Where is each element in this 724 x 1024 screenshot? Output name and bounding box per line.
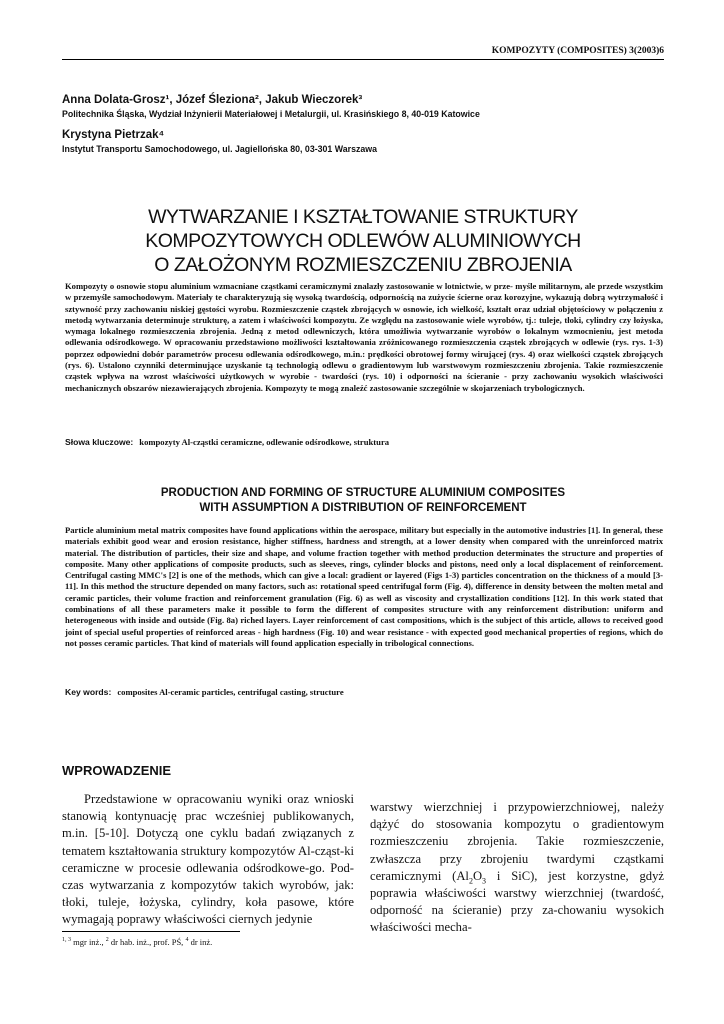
title-polish bbox=[62, 205, 664, 277]
author-affiliation-group1: Politechnika Śląska, Wydział Inżynierii Materiałowej i Metalurgii, ul. Krasińskiego 8, 40-019 Katowice bbox=[62, 109, 480, 119]
author-names-group1: Anna Dolata-Grosz¹, Józef Śleziona², Jakub Wieczorek³ bbox=[62, 94, 363, 106]
footnote-text-1: mgr inż., bbox=[71, 937, 106, 947]
abstract-english: Particle aluminium metal matrix composites have found applications within the aerospace, military but especially in the automotive industries [1]. In general, these materials exhibit good wear and erosion resistance, higher stiffness, hardness and strength, at a lower density when compared with the unreinforced matrix material. The distribution of particles, their size and shape, and volume fraction together with method production determinates the structure and properties of composite. Many other applications of composite products, such as sleeves, rings, cylinder blocks and pistons, need only a local displacement of reinforcement. Centrifugal casting MMC's [2] is one of the methods, which can give a local: gradient or layered (Figs 1-3) particles concentration on the thickness of a mould [3-11]. In this method the structure depended on many factors, such as: rotational speed centrifugal form (Fig. 4), difference in density between the molten metal and ceramic particles, their volume fraction and reinforcement granulation (Fig. 6) as well as viscosity and crystallization conditions [12]. In this work stated that combinations of all these parameters make it possible to form the different of composites structure with any reinforcement distribution: uniform and heterogeneous with inside and outside (Fig. 8a) riched layers. Layer reinforcement of cast compositions, which is the subject of this article, allows to received good joint of special useful properties of reinforced areas - high hardness (Fig. 10) and wear resistance - with expected good mechanical properties of regions, which do not posses ceramic particles. That kind of materials will found application especially in tribological connections. bbox=[65, 525, 663, 648]
title-polish-line2: KOMPOZYTOWYCH ODLEWÓW ALUMINIOWYCH bbox=[145, 230, 581, 252]
body-column-right bbox=[370, 799, 664, 937]
keywords-polish-label: Słowa kluczowe: bbox=[65, 437, 134, 447]
body-column-left: Przedstawione w opracowaniu wyniki oraz wnioski stanowią kontynuację prac wcześniej publikowanych, m.in. [5-10]. Dotyczą one cyklu badań związanych z tematem kształtowania struktury kompozytów Al-cząst-ki ceramiczne w procesie odlewania odśrodkowe-go. Pod-czas wytwarzania z kompozytów takich wyrobów, jak: tłoki, tuleje, łożyska, cylindry, koła pasowe, które wymagają poprawy właściwości ciernych jedynie bbox=[62, 792, 354, 927]
author-affiliation-group2: Instytut Transportu Samochodowego, ul. Jagiellońska 80, 03-301 Warszawa bbox=[62, 144, 377, 154]
footnote-marker-3: 4 bbox=[185, 937, 189, 944]
body-right-text-3: i SiC), jest korzystne, gdyż poprawia właściwości warstwy wierzchniej (twardość, odporność na ścieranie) przy za-chowaniu wysokich właściwości mecha- bbox=[370, 868, 664, 935]
formula-subscript-3: 3 bbox=[482, 876, 487, 886]
footnote-divider bbox=[62, 931, 240, 932]
footnote-marker-2: 2 bbox=[105, 937, 109, 944]
title-english bbox=[62, 486, 664, 516]
title-polish-line1: WYTWARZANIE I KSZTAŁTOWANIE STRUKTURY bbox=[148, 206, 578, 228]
keywords-english bbox=[65, 687, 663, 697]
title-english-line1: PRODUCTION AND FORMING OF STRUCTURE ALUMINIUM COMPOSITES bbox=[160, 487, 566, 499]
running-header: KOMPOZYTY (COMPOSITES) 3(2003)6 bbox=[62, 46, 664, 60]
keywords-polish-text: kompozyty Al-cząstki ceramiczne, odlewanie odśrodkowe, struktura bbox=[139, 437, 390, 447]
footnote-marker-1: 1, 3 bbox=[62, 937, 71, 944]
footnote bbox=[62, 937, 212, 947]
body-right-text-2: O bbox=[472, 868, 483, 883]
title-polish-line3: O ZAŁOŻONYM ROZMIESZCZENIU ZBROJENIA bbox=[154, 254, 572, 276]
section-heading-introduction: WPROWADZENIE bbox=[62, 763, 172, 778]
author-names-group2: Krystyna Pietrzak⁴ bbox=[62, 129, 165, 141]
keywords-english-label: Key words: bbox=[65, 687, 112, 697]
title-english-line2: WITH ASSUMPTION A DISTRIBUTION OF REINFORCEMENT bbox=[199, 502, 527, 514]
footnote-text-3: dr inż. bbox=[188, 937, 213, 947]
footnote-text-2: dr hab. inż., prof. PŚ, bbox=[108, 937, 186, 947]
keywords-polish bbox=[65, 437, 663, 447]
keywords-english-text: composites Al-ceramic particles, centrifugal casting, structure bbox=[117, 687, 344, 697]
formula-subscript-2: 2 bbox=[468, 876, 473, 886]
abstract-polish: Kompozyty o osnowie stopu aluminium wzmacniane cząstkami ceramicznymi znalazły zastosowanie w lotnictwie, w prze- myśle militarnym, ale przede wszystkim w przemyśle samochodowym. Materiały te charakteryzują się wysoką twardością, odpornością na zużycie ścierne oraz korozyjne, wykazują dobrą wytrzymałość i sztywność przy zachowaniu niskiej gęstości wyrobu. Rozmieszczenie cząstek zbrojących w osnowie, ich wielkość, kształt oraz udział objętościowy w połączeniu z metodą wytwarzania determinuje strukturę, a zatem i właściwości kompozytu. Ze względu na zastosowanie wiele wyrobów, tj.: tuleje, tłoki, cylindry czy łożyska, wymaga lokalnego rozmieszczenia zbrojenia. Jedną z metod odlewniczych, która umożliwia wytwarzanie wyrobów o lokalnym wzmocnieniu, jest metoda odlewania odśrodkowego. W opracowaniu przedstawiono możliwości kształtowania zróżnicowanego rozmieszczenia cząstek zbrojących w odlewie (rys. rys. 1-3) poprzez odpowiedni dobór parametrów procesu odlewania odśrodkowego, m.in.: prędkości obrotowej formy wirującej (rys. 4) oraz wielkości cząstek zbrojących (rys. 6). Ustalono czynniki determinujące uzyskanie tą technologią odlewu o gradientowym lub warstwowym rozmieszczeniu zbrojenia. Takie rozmieszczenie cząstek wpływa na wzrost właściwości użytkowych w wyrobie - twardości (rys. 10) i odporności na ścieranie - przy zachowaniu wysokich właściwości mechanicznych obszarów niezawierających zbrojenia. Kompozyty te mogą znaleźć zastosowanie szczególnie w skojarzeniach trybologicznych. bbox=[65, 281, 663, 393]
body-right-text-1: warstwy wierzchniej i przypowierzchniowej, należy dążyć do stosowania kompozytu o gradientowym rozmieszczeniu zbrojenia. Takie rozmieszczenie, zwłaszcza przy zbrojeniu twardymi cząstkami ceramicznymi (Al bbox=[370, 800, 664, 883]
author-block bbox=[62, 94, 664, 154]
